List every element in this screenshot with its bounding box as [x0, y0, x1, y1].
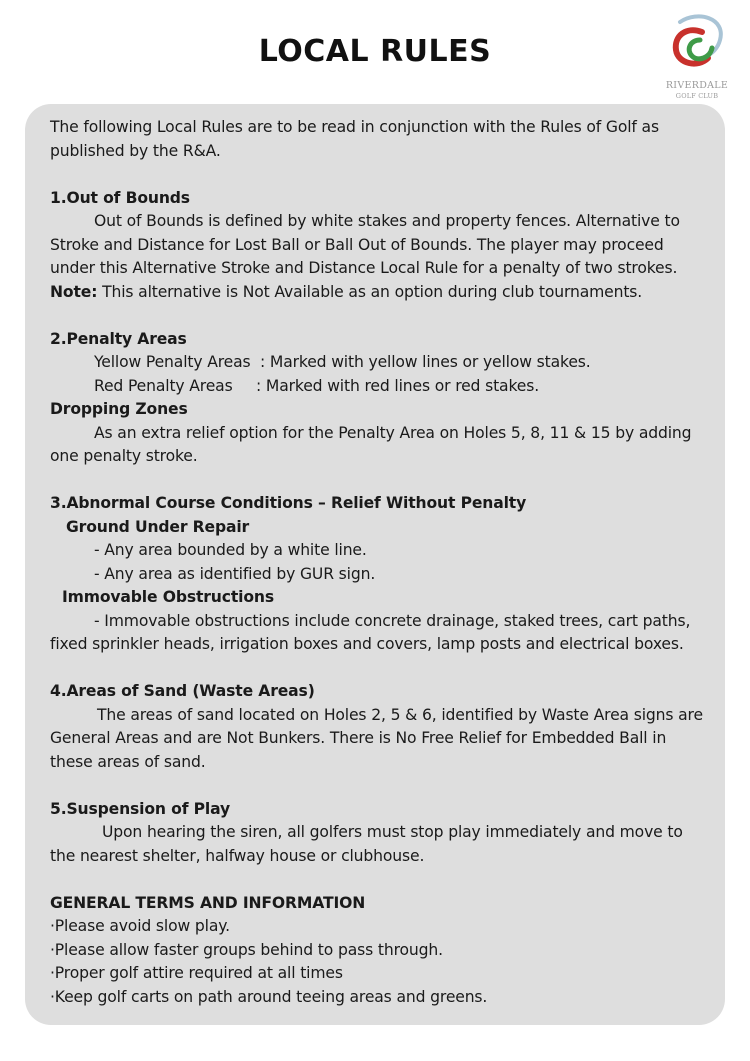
general-item: ·Please avoid slow play.	[50, 917, 230, 935]
logo-subtitle: GOLF CLUB	[675, 92, 719, 100]
section-heading-suspension-of-play: 5.Suspension of Play	[50, 799, 231, 818]
rules-content	[50, 116, 710, 1009]
areas-of-sand-text: The areas of sand located on Holes 2, 5 & 6, identified by Waste Area signs are General Areas and are Not Bunkers. There is No Free Relief for Embedded Ball in these areas of sand.	[50, 705, 703, 771]
yellow-penalty-label: Yellow Penalty Areas	[94, 353, 251, 371]
riverdale-swoosh-icon	[668, 14, 726, 78]
dropping-zones-heading: Dropping Zones	[50, 400, 188, 418]
yellow-penalty-text: : Marked with yellow lines or yellow stakes.	[260, 353, 591, 371]
section-heading-areas-of-sand: 4.Areas of Sand (Waste Areas)	[50, 682, 315, 700]
out-of-bounds-text: Out of Bounds is defined by white stakes and property fences. Alternative to Stroke and Distance for Lost Ball or Ball Out of Bounds. The player may proceed under this Alternative Stroke and Distance Local Rule for a penalty of two strokes.	[50, 212, 680, 277]
dropping-zones-text: As an extra relief option for the Penalty Area on Holes 5, 8, 11 & 15 by adding one penalty stroke.	[50, 423, 692, 465]
yellow-penalty-line	[50, 351, 710, 375]
section-heading-abnormal-conditions: 3.Abnormal Course Conditions – Relief Without Penalty	[50, 494, 527, 512]
red-penalty-line	[50, 375, 710, 399]
suspension-of-play-text: Upon hearing the siren, all golfers must stop play immediately and move to the nearest shelter, halfway house or clubhouse.	[50, 823, 683, 865]
section-heading-penalty-areas: 2.Penalty Areas	[50, 329, 187, 348]
general-item: ·Please allow faster groups behind to pass through.	[50, 940, 443, 959]
note-text: This alternative is Not Available as an option during club tournaments.	[97, 282, 643, 301]
note-line	[50, 281, 710, 305]
suspension-of-play-body	[50, 821, 710, 868]
section-body-out-of-bounds	[50, 210, 710, 281]
section-heading-out-of-bounds: 1.Out of Bounds	[50, 188, 190, 207]
immovable-obstructions-heading: Immovable Obstructions	[62, 588, 274, 606]
note-label: Note:	[50, 282, 98, 301]
general-terms-heading: GENERAL TERMS AND INFORMATION	[50, 893, 366, 912]
logo-name: RIVERDALE	[665, 80, 729, 91]
immovable-obstructions-body	[50, 610, 710, 657]
club-logo	[662, 14, 732, 100]
general-item: ·Keep golf carts on path around teeing areas and greens.	[50, 987, 488, 1006]
page-title: LOCAL RULES	[258, 34, 492, 69]
areas-of-sand-body	[50, 704, 710, 775]
red-penalty-label: Red Penalty Areas	[94, 376, 233, 395]
intro-text: The following Local Rules are to be read in conjunction with the Rules of Golf as published by the R&A.	[50, 118, 659, 160]
dropping-zones-body	[50, 422, 710, 469]
red-penalty-text: : Marked with red lines or red stakes.	[256, 376, 540, 395]
ground-under-repair-heading: Ground Under Repair	[66, 517, 250, 536]
general-item: ·Proper golf attire required at all times	[50, 964, 343, 982]
immovable-obstructions-text: - Immovable obstructions include concrete drainage, staked trees, cart paths, fixed sprinkler heads, irrigation boxes and covers, lamp posts and electrical boxes.	[50, 611, 691, 653]
gur-item-2: - Any area as identified by GUR sign.	[94, 564, 376, 583]
gur-item-1: - Any area bounded by a white line.	[94, 541, 367, 559]
